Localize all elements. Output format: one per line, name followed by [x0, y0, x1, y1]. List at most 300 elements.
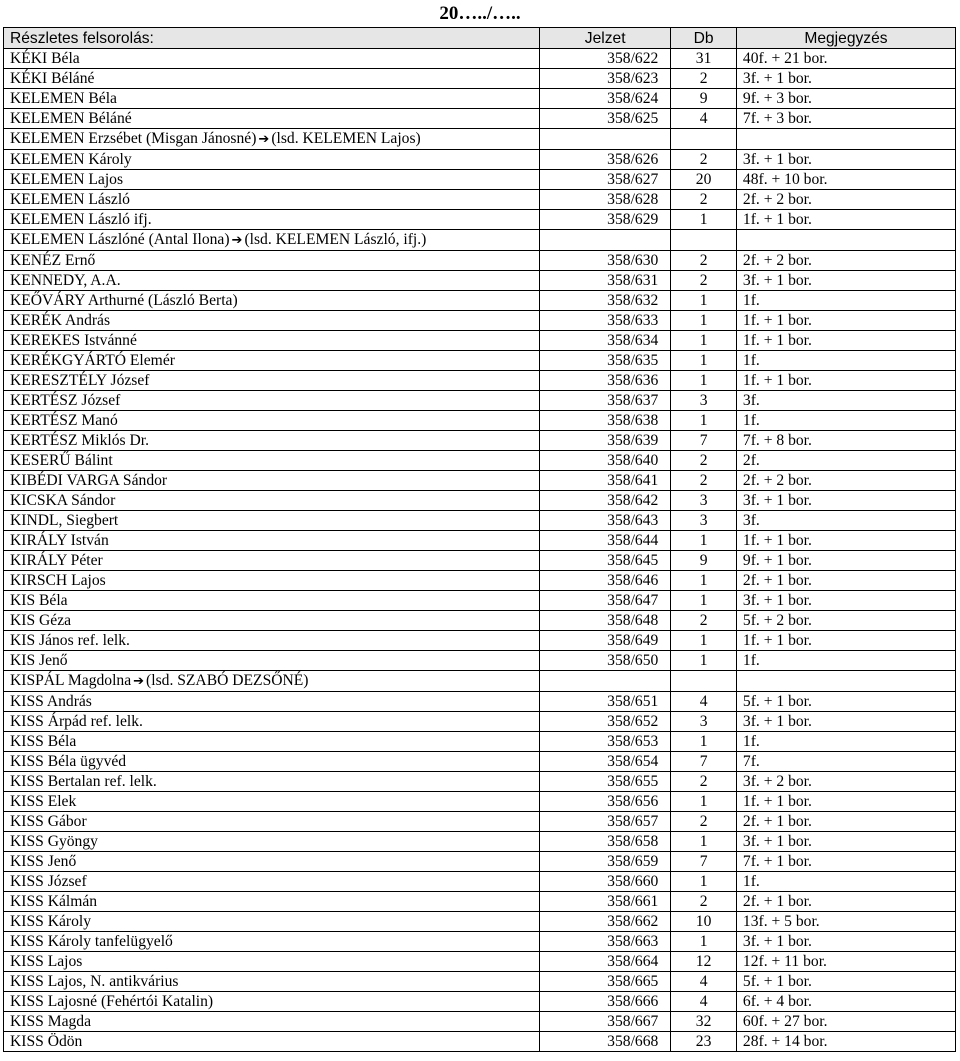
table-row — [4, 692, 956, 712]
cell-db: 4 — [671, 692, 737, 712]
cell-note: 2f. + 1 bor. — [736, 812, 955, 832]
cell-note: 5f. + 1 bor. — [736, 972, 955, 992]
cell-note: 2f. — [736, 451, 955, 471]
cell-sign: 358/651 — [540, 692, 671, 712]
cell-sign: 358/645 — [540, 551, 671, 571]
cell-note: 2f. + 2 bor. — [736, 190, 955, 210]
cell-db: 1 — [671, 351, 737, 371]
cell-name — [4, 892, 540, 912]
cell-db: 1 — [671, 371, 737, 391]
cell-note: 1f. — [736, 291, 955, 311]
arrow-right-icon: ➔ — [231, 233, 243, 248]
person-name: KENNEDY, A.A. — [10, 272, 121, 289]
cell-name — [4, 631, 540, 651]
table-row — [4, 89, 956, 109]
cell-name — [4, 972, 540, 992]
cell-sign: 358/628 — [540, 190, 671, 210]
cell-db: 1 — [671, 651, 737, 671]
cell-sign: 358/667 — [540, 1012, 671, 1032]
cell-name — [4, 591, 540, 611]
cell-sign: 358/655 — [540, 772, 671, 792]
table-row — [4, 150, 956, 170]
person-name: KEREKES Istvánné — [10, 332, 137, 349]
table-row — [4, 1032, 956, 1052]
person-name: KISS Béla — [10, 733, 77, 750]
cell-name — [4, 49, 540, 69]
table-row — [4, 732, 956, 752]
cell-note: 60f. + 27 bor. — [736, 1012, 955, 1032]
person-name: KISS Jenő — [10, 853, 77, 870]
cell-sign: 358/659 — [540, 852, 671, 872]
cell-name — [4, 1032, 540, 1052]
cell-name — [4, 491, 540, 511]
cell-name — [4, 712, 540, 732]
table-row — [4, 190, 956, 210]
arrow-right-icon: ➔ — [133, 674, 145, 689]
table-row — [4, 611, 956, 631]
cell-db: 1 — [671, 331, 737, 351]
person-name: KELEMEN Lászlóné (Antal Ilona) — [10, 231, 230, 248]
cell-sign: 358/624 — [540, 89, 671, 109]
cell-note: 7f. + 3 bor. — [736, 109, 955, 129]
cell-db: 2 — [671, 150, 737, 170]
cell-note: 1f. + 1 bor. — [736, 792, 955, 812]
cell-sign: 358/636 — [540, 371, 671, 391]
cell-db: 3 — [671, 712, 737, 732]
cell-name — [4, 190, 540, 210]
table-row — [4, 291, 956, 311]
table-row — [4, 69, 956, 89]
cell-name — [4, 371, 540, 391]
cell-db: 2 — [671, 812, 737, 832]
cell-note — [736, 230, 955, 251]
table-row — [4, 471, 956, 491]
cell-name — [4, 210, 540, 230]
table-row — [4, 49, 956, 69]
cell-note: 1f. + 1 bor. — [736, 371, 955, 391]
cell-note: 1f. + 1 bor. — [736, 210, 955, 230]
cell-note — [736, 129, 955, 150]
cell-db: 1 — [671, 531, 737, 551]
cell-db: 2 — [671, 451, 737, 471]
cell-name — [4, 611, 540, 631]
table-row — [4, 109, 956, 129]
person-name: KIS Géza — [10, 612, 72, 629]
cell-sign: 358/643 — [540, 511, 671, 531]
cell-sign: 358/664 — [540, 952, 671, 972]
cell-name — [4, 772, 540, 792]
cell-note: 40f. + 21 bor. — [736, 49, 955, 69]
cell-name — [4, 451, 540, 471]
cell-name — [4, 692, 540, 712]
table-row — [4, 391, 956, 411]
cell-sign: 358/640 — [540, 451, 671, 471]
person-name: KISS Elek — [10, 793, 77, 810]
column-header-note: Megjegyzés — [736, 28, 955, 49]
cell-name — [4, 992, 540, 1012]
cell-sign: 358/658 — [540, 832, 671, 852]
cell-note — [736, 671, 955, 692]
table-row — [4, 772, 956, 792]
person-name: KISS Magda — [10, 1013, 91, 1030]
table-row — [4, 551, 956, 571]
cell-db: 31 — [671, 49, 737, 69]
cell-note: 7f. + 1 bor. — [736, 852, 955, 872]
cross-reference: (lsd. KELEMEN László, ifj.) — [244, 231, 427, 248]
table-row — [4, 792, 956, 812]
table-row — [4, 571, 956, 591]
person-name: KISS Károly tanfelügyelő — [10, 933, 173, 950]
cell-db: 1 — [671, 311, 737, 331]
cell-sign: 358/665 — [540, 972, 671, 992]
cell-note: 2f. + 1 bor. — [736, 892, 955, 912]
cell-name — [4, 651, 540, 671]
cell-db — [671, 129, 737, 150]
cell-name — [4, 932, 540, 952]
cell-db: 1 — [671, 732, 737, 752]
person-name: KISS Gyöngy — [10, 833, 98, 850]
table-row — [4, 972, 956, 992]
table-row — [4, 511, 956, 531]
cell-db: 9 — [671, 89, 737, 109]
person-name: KISS András — [10, 693, 92, 710]
cell-note: 3f. + 1 bor. — [736, 491, 955, 511]
cell-note: 1f. — [736, 872, 955, 892]
table-row — [4, 812, 956, 832]
cell-sign: 358/632 — [540, 291, 671, 311]
cell-db: 2 — [671, 190, 737, 210]
cell-db: 7 — [671, 752, 737, 772]
person-name: KELEMEN Béla — [10, 90, 117, 107]
cell-note: 2f. + 2 bor. — [736, 471, 955, 491]
cell-name — [4, 872, 540, 892]
cell-note: 1f. — [736, 732, 955, 752]
cell-db: 23 — [671, 1032, 737, 1052]
cell-name — [4, 291, 540, 311]
table-row — [4, 311, 956, 331]
person-name: KISS Lajos, N. antikvárius — [10, 973, 179, 990]
cell-sign — [540, 671, 671, 692]
cell-db: 20 — [671, 170, 737, 190]
table-row — [4, 1012, 956, 1032]
cell-db: 12 — [671, 952, 737, 972]
cell-sign: 358/627 — [540, 170, 671, 190]
cell-note: 3f. + 1 bor. — [736, 832, 955, 852]
cell-name — [4, 832, 540, 852]
cell-name — [4, 170, 540, 190]
person-name: KERTÉSZ Manó — [10, 412, 118, 429]
cell-sign: 358/657 — [540, 812, 671, 832]
cell-name — [4, 331, 540, 351]
table-row — [4, 531, 956, 551]
cell-note: 3f. — [736, 391, 955, 411]
cell-db: 4 — [671, 992, 737, 1012]
table-row — [4, 712, 956, 732]
cell-db: 3 — [671, 511, 737, 531]
cell-db: 2 — [671, 611, 737, 631]
person-name: KELEMEN Béláné — [10, 110, 132, 127]
cell-sign: 358/648 — [540, 611, 671, 631]
cell-sign: 358/661 — [540, 892, 671, 912]
table-header-row — [4, 28, 956, 49]
cell-name — [4, 230, 540, 251]
cell-note: 3f. + 1 bor. — [736, 591, 955, 611]
cell-sign: 358/641 — [540, 471, 671, 491]
person-name: KINDL, Siegbert — [10, 512, 119, 529]
cell-sign: 358/639 — [540, 431, 671, 451]
cell-db: 1 — [671, 792, 737, 812]
cell-note: 5f. + 2 bor. — [736, 611, 955, 631]
person-name: KISS Kálmán — [10, 893, 98, 910]
cell-note: 1f. + 1 bor. — [736, 311, 955, 331]
person-name: KISS Lajosné (Fehértói Katalin) — [10, 993, 214, 1010]
cell-sign: 358/630 — [540, 251, 671, 271]
table-row — [4, 651, 956, 671]
table-row — [4, 671, 956, 692]
person-name: KISS Ödön — [10, 1033, 83, 1050]
person-name: KELEMEN László ifj. — [10, 211, 152, 228]
cell-name — [4, 1012, 540, 1032]
cell-note: 3f. + 1 bor. — [736, 271, 955, 291]
cell-db: 1 — [671, 591, 737, 611]
cell-name — [4, 431, 540, 451]
person-name: KÉKI Béláné — [10, 70, 95, 87]
person-name: KERTÉSZ Miklós Dr. — [10, 432, 149, 449]
cell-sign: 358/649 — [540, 631, 671, 651]
person-name: KELEMEN Károly — [10, 151, 132, 168]
person-name: KELEMEN Lajos — [10, 171, 124, 188]
cell-db: 1 — [671, 210, 737, 230]
cell-note: 1f. + 1 bor. — [736, 531, 955, 551]
cell-db: 1 — [671, 832, 737, 852]
cell-sign: 358/633 — [540, 311, 671, 331]
cell-note: 13f. + 5 bor. — [736, 912, 955, 932]
cell-name — [4, 391, 540, 411]
person-name: KELEMEN Erzsébet (Misgan Jánosné) — [10, 130, 257, 147]
cell-name — [4, 69, 540, 89]
cell-name — [4, 511, 540, 531]
cell-db: 4 — [671, 109, 737, 129]
cell-db: 32 — [671, 1012, 737, 1032]
cell-note: 3f. + 2 bor. — [736, 772, 955, 792]
table-row — [4, 932, 956, 952]
table-row — [4, 591, 956, 611]
cell-note: 1f. — [736, 651, 955, 671]
cell-db: 1 — [671, 571, 737, 591]
cell-db: 1 — [671, 291, 737, 311]
table-row — [4, 912, 956, 932]
person-name: KIBÉDI VARGA Sándor — [10, 472, 168, 489]
table-row — [4, 892, 956, 912]
cell-note: 5f. + 1 bor. — [736, 692, 955, 712]
arrow-right-icon: ➔ — [258, 132, 270, 147]
person-name: KIS Jenő — [10, 652, 68, 669]
column-header-db: Db — [671, 28, 737, 49]
cell-name — [4, 792, 540, 812]
cell-sign: 358/653 — [540, 732, 671, 752]
person-name: KISS Árpád ref. lelk. — [10, 713, 143, 730]
table-row — [4, 351, 956, 371]
person-name: KIS Béla — [10, 592, 68, 609]
cell-db: 4 — [671, 972, 737, 992]
cell-note: 1f. — [736, 351, 955, 371]
cell-db: 2 — [671, 471, 737, 491]
cell-note: 1f. + 1 bor. — [736, 631, 955, 651]
table-row — [4, 230, 956, 251]
cell-note: 12f. + 11 bor. — [736, 952, 955, 972]
person-name: KENÉZ Ernő — [10, 252, 96, 269]
cell-name — [4, 671, 540, 692]
cell-sign: 358/656 — [540, 792, 671, 812]
person-name: KERÉK András — [10, 312, 111, 329]
cell-note: 9f. + 3 bor. — [736, 89, 955, 109]
cross-reference: (lsd. SZABÓ DEZSŐNÉ) — [146, 672, 309, 689]
person-name: KERESZTÉLY József — [10, 372, 150, 389]
table-row — [4, 411, 956, 431]
cell-note: 3f. + 1 bor. — [736, 150, 955, 170]
table-row — [4, 170, 956, 190]
column-header-name: Részletes felsorolás: — [4, 28, 540, 49]
cell-db: 2 — [671, 892, 737, 912]
cell-db: 2 — [671, 69, 737, 89]
cell-note: 28f. + 14 bor. — [736, 1032, 955, 1052]
person-name: KICSKA Sándor — [10, 492, 116, 509]
cell-name — [4, 531, 540, 551]
cell-name — [4, 251, 540, 271]
cell-sign: 358/625 — [540, 109, 671, 129]
cell-sign: 358/637 — [540, 391, 671, 411]
table-row — [4, 129, 956, 150]
cell-db — [671, 671, 737, 692]
cell-db: 1 — [671, 411, 737, 431]
cell-sign: 358/629 — [540, 210, 671, 230]
cell-db: 1 — [671, 631, 737, 651]
cell-name — [4, 852, 540, 872]
cell-note: 3f. — [736, 511, 955, 531]
person-name: KIRSCH Lajos — [10, 572, 106, 589]
person-name: KISS Lajos — [10, 953, 83, 970]
cell-sign: 358/652 — [540, 712, 671, 732]
person-name: KISS Gábor — [10, 813, 87, 830]
table-row — [4, 451, 956, 471]
cell-name — [4, 551, 540, 571]
cell-sign: 358/668 — [540, 1032, 671, 1052]
cell-name — [4, 150, 540, 170]
cell-note: 2f. + 1 bor. — [736, 571, 955, 591]
cell-name — [4, 752, 540, 772]
cell-note: 48f. + 10 bor. — [736, 170, 955, 190]
cell-note: 7f. — [736, 752, 955, 772]
cell-name — [4, 912, 540, 932]
table-row — [4, 952, 956, 972]
cell-note: 1f. + 1 bor. — [736, 331, 955, 351]
cell-db: 7 — [671, 852, 737, 872]
cell-db: 1 — [671, 872, 737, 892]
cell-db: 2 — [671, 772, 737, 792]
person-name: KISS Károly — [10, 913, 91, 930]
cell-note: 6f. + 4 bor. — [736, 992, 955, 1012]
cell-note: 2f. + 2 bor. — [736, 251, 955, 271]
person-name: KIRÁLY Péter — [10, 552, 103, 569]
table-row — [4, 631, 956, 651]
cell-sign: 358/623 — [540, 69, 671, 89]
cell-note: 3f. + 1 bor. — [736, 932, 955, 952]
cell-db: 7 — [671, 431, 737, 451]
cell-db: 3 — [671, 491, 737, 511]
cell-sign: 358/642 — [540, 491, 671, 511]
cell-note: 1f. — [736, 411, 955, 431]
cell-note: 3f. + 1 bor. — [736, 712, 955, 732]
cell-sign: 358/634 — [540, 331, 671, 351]
cell-name — [4, 89, 540, 109]
cell-sign: 358/647 — [540, 591, 671, 611]
table-row — [4, 491, 956, 511]
cell-name — [4, 129, 540, 150]
cell-db: 1 — [671, 932, 737, 952]
cell-note: 7f. + 8 bor. — [736, 431, 955, 451]
cell-name — [4, 812, 540, 832]
date-heading: 20…../….. — [439, 3, 521, 24]
table-row — [4, 872, 956, 892]
cell-db — [671, 230, 737, 251]
person-name: KISS Béla ügyvéd — [10, 753, 127, 770]
person-name: KERTÉSZ József — [10, 392, 121, 409]
cell-sign: 358/631 — [540, 271, 671, 291]
cell-name — [4, 411, 540, 431]
cell-sign: 358/622 — [540, 49, 671, 69]
table-row — [4, 371, 956, 391]
table-row — [4, 832, 956, 852]
person-name: KISS Bertalan ref. lelk. — [10, 773, 157, 790]
person-name: KIRÁLY István — [10, 532, 109, 549]
table-row — [4, 852, 956, 872]
cell-sign: 358/638 — [540, 411, 671, 431]
cell-db: 10 — [671, 912, 737, 932]
cell-sign: 358/646 — [540, 571, 671, 591]
table-row — [4, 331, 956, 351]
table-row — [4, 752, 956, 772]
cell-note: 9f. + 1 bor. — [736, 551, 955, 571]
holdings-table — [3, 27, 956, 1052]
cell-name — [4, 471, 540, 491]
cell-sign: 358/626 — [540, 150, 671, 170]
cell-db: 2 — [671, 251, 737, 271]
cell-sign: 358/660 — [540, 872, 671, 892]
column-header-sign: Jelzet — [540, 28, 671, 49]
cell-name — [4, 732, 540, 752]
cell-name — [4, 311, 540, 331]
cell-sign — [540, 129, 671, 150]
person-name: KÉKI Béla — [10, 50, 80, 67]
person-name: KISPÁL Magdolna — [10, 672, 132, 689]
cell-sign: 358/663 — [540, 932, 671, 952]
cell-db: 9 — [671, 551, 737, 571]
cell-name — [4, 571, 540, 591]
cell-note: 3f. + 1 bor. — [736, 69, 955, 89]
cell-sign: 358/644 — [540, 531, 671, 551]
cell-name — [4, 351, 540, 371]
person-name: KEŐVÁRY Arthurné (László Berta) — [10, 292, 238, 309]
cell-sign: 358/650 — [540, 651, 671, 671]
cell-name — [4, 109, 540, 129]
table-row — [4, 210, 956, 230]
cell-db: 3 — [671, 391, 737, 411]
cell-sign — [540, 230, 671, 251]
cross-reference: (lsd. KELEMEN Lajos) — [271, 130, 421, 147]
table-row — [4, 271, 956, 291]
cell-sign: 358/654 — [540, 752, 671, 772]
person-name: KISS József — [10, 873, 87, 890]
